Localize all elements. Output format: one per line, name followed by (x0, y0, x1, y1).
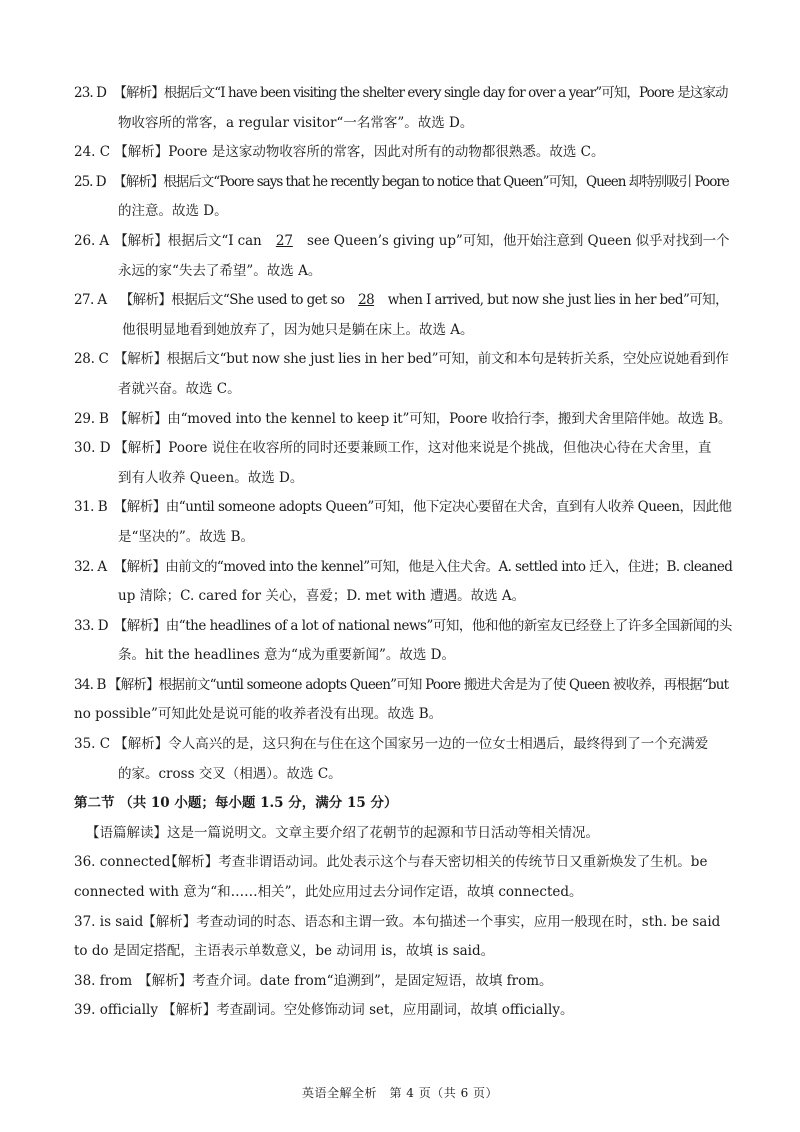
answer-number: 27. A (74, 292, 107, 309)
answer-number: 33. D (74, 617, 109, 634)
explanation-continuation: 的注意。故选 D。 (118, 203, 228, 220)
explanation-continuation: no possible”可知此处是说可能的收养者没有出现。故选 B。 (74, 706, 443, 723)
answer-item-32 (74, 553, 734, 612)
explanation-text: 【解析】考查非谓语动词。此处表示这个与春天密切相关的传统节日又重新焕发了生机。be (164, 854, 708, 871)
explanation-continuation: up 清除；C. cared for 关心，喜爱；D. met with 遭遇。故选 A。 (118, 588, 526, 605)
answer-number: 31. B (74, 499, 108, 516)
answer-item-33 (74, 612, 734, 671)
answer-item-38 (74, 967, 734, 997)
explanation-text: see Queen’s giving up”可知，他开始注意到 Queen 似乎对找到一个 (302, 232, 730, 249)
answer-number: 39. officially (74, 1002, 158, 1019)
explanation-continuation: connected with 意为“和……相关”，此处应用过去分词作定语，故填 connected。 (74, 884, 583, 901)
explanation-text: 【解析】考查介词。date from“追溯到”，是固定短语，故填 from。 (138, 972, 553, 989)
explanation-text: 【解析】Poore 说住在收容所的同时还要兼顾工作，这对他来说是个挑战，但他决心待在犬舍里，直 (114, 440, 712, 457)
answer-number: 38. from (74, 972, 133, 989)
explanation-text: 【解析】根据后文“I can (114, 232, 266, 249)
section-heading: 第二节 （共 10 小题；每小题 1.5 分，满分 15 分） (74, 795, 398, 812)
answer-number: 24. C (74, 144, 111, 161)
answer-item-34 (74, 671, 734, 730)
explanation-continuation: 到有人收养 Queen。故选 D。 (118, 469, 304, 486)
explanation-text: 【解析】考查副词。空处修饰动词 set，应用副词，故填 officially。 (162, 1002, 574, 1019)
explanation-continuation: 物收容所的常客，a regular visitor“一名常客”。故选 D。 (118, 114, 474, 131)
answer-item-39 (74, 996, 734, 1026)
explanation-text: 【解析】由前文的“moved into the kennel”可知，他是入住犬舍。A. settled into 迁入，住进；B. cleaned (113, 558, 733, 575)
page-footer: 英语全解全析 第 4 页（共 6 页） (301, 1086, 499, 1100)
explanation-continuation: 他很明显地看到她放弃了，因为她只是躺在床上。故选 A。 (122, 321, 474, 338)
answer-item-36 (74, 848, 734, 907)
answer-number: 23. D (74, 85, 107, 101)
explanation-text: 【解析】令人高兴的是，这只狗在与住在这个国家另一边的一位女士相遇后，最终得到了一个充满爱 (114, 736, 709, 753)
passage-summary: 【语篇解读】这是一篇说明文。文章主要介绍了花朝节的起源和节日活动等相关情况。 (86, 824, 599, 841)
blank-number: 28 (358, 292, 375, 309)
answer-item-29 (74, 405, 734, 435)
answer-item-35 (74, 730, 734, 789)
answer-item-26 (74, 227, 734, 286)
explanation-text: 【解析】考查动词的时态、语态和主谓一致。本句描述一个事实，应用一般现在时，sth. be said (142, 913, 721, 930)
explanation-text: 【解析】Poore 是这家动物收容所的常客，因此对所有的动物都很熟悉。故选 C。 (114, 144, 605, 161)
answer-number: 37. is said (74, 913, 144, 930)
answer-item-30 (74, 434, 734, 493)
answer-number: 25. D (74, 173, 106, 190)
explanation-text: 【解析】由“until someone adopts Queen”可知，他下定决心要留在犬舍，直到有人收养 Queen，因此他 (113, 499, 732, 516)
answer-number: 34. B (74, 676, 106, 693)
answer-item-25 (74, 168, 734, 227)
explanation-continuation: 是“坚决的”。故选 B。 (118, 528, 255, 545)
explanation-continuation: to do 是固定搭配，主语表示单数意义，be 动词用 is，故填 is said。 (74, 943, 495, 960)
answer-number: 35. C (74, 736, 111, 753)
answer-number: 32. A (74, 558, 107, 575)
answer-number: 36. connected (74, 854, 171, 871)
explanation-continuation: 条。hit the headlines 意为“成为重要新闻”。故选 D。 (118, 647, 455, 664)
answer-item-27 (74, 286, 734, 345)
explanation-text: 【解析】根据前文“until someone adopts Queen”可知 Poore 搬进犬舍是为了使 Queen 被收养，再根据“but (108, 676, 729, 693)
answer-number: 29. B (74, 410, 109, 427)
answer-item-31 (74, 493, 734, 552)
blank-number: 27 (275, 232, 293, 249)
answer-item-23 (74, 79, 734, 138)
answer-item-37 (74, 908, 734, 967)
answer-explanations (74, 79, 734, 1026)
explanation-continuation: 的家。cross 交叉（相遇）。故选 C。 (118, 765, 342, 782)
explanation-text: 【解析】由“the headlines of a lot of national news”可知，他和他的新室友已经登上了许多全国新闻的头 (113, 617, 732, 634)
answer-number: 30. D (74, 440, 111, 457)
explanation-continuation: 者就兴奋。故选 C。 (118, 380, 241, 397)
answer-item-28 (74, 345, 734, 404)
explanation-text: 【解析】根据后文“I have been visiting the shelter every single day for over a year”可知，Poore 是这家动 (113, 85, 728, 101)
explanation-text: 【解析】根据后文“She used to get so (119, 292, 349, 309)
answer-item-24 (74, 138, 734, 168)
explanation-text: 【解析】根据后文“Poore says that he recently began to notice that Queen”可知，Queen 却特别吸引 Poore (113, 173, 729, 190)
explanation-text: when I arrived, but now she just lies in her bed”可知， (384, 292, 728, 309)
answer-number: 26. A (74, 232, 110, 249)
answer-number: 28. C (74, 351, 109, 368)
explanation-continuation: 永远的家“失去了希望”。故选 A。 (118, 262, 322, 279)
explanation-text: 【解析】由“moved into the kennel to keep it”可知，Poore 收拾行李，搬到犬舍里陪伴她。故选 B。 (114, 410, 732, 427)
explanation-text: 【解析】根据后文“but now she just lies in her bed”可知，前文和本句是转折关系，空处应说她看到作 (114, 351, 729, 368)
